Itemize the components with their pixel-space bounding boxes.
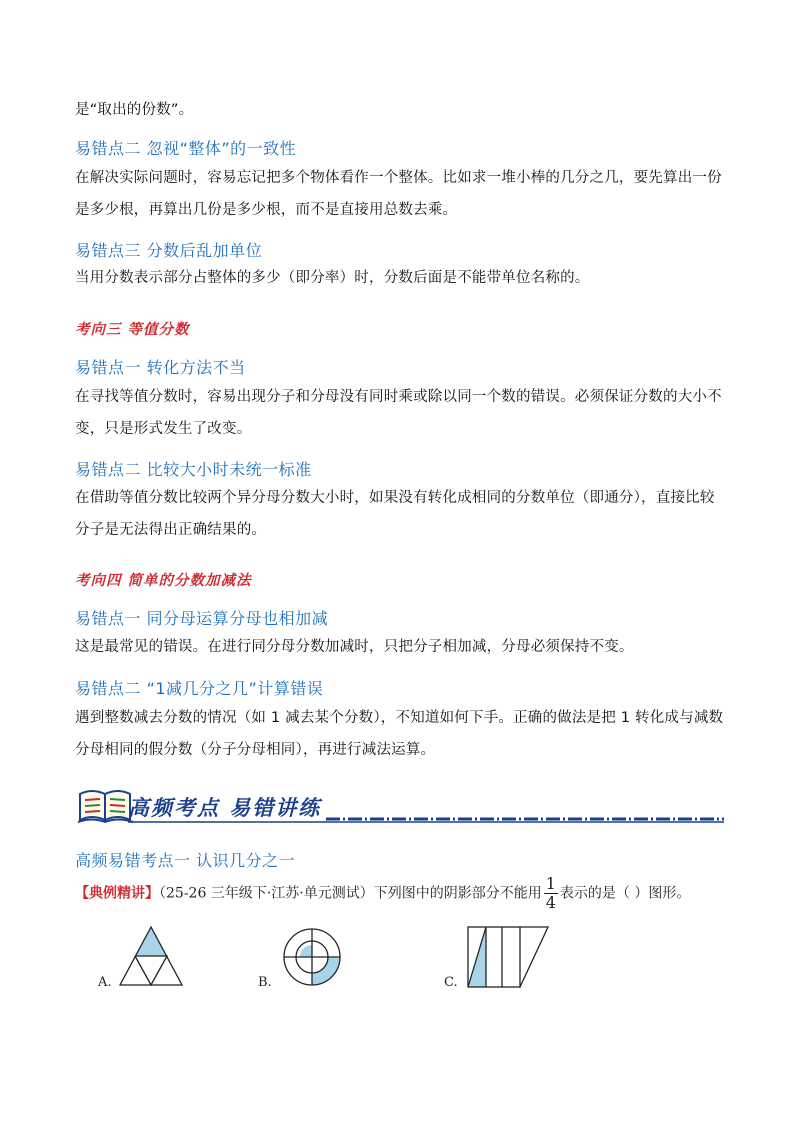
section-title: 考向三 等值分数: [75, 321, 190, 338]
fraction: [544, 876, 558, 911]
paragraph-line: 变，只是形式发生了改变。: [75, 421, 252, 437]
practice-title: 高频易错考点一 认识几分之一: [75, 851, 296, 870]
question-after: 表示的是（ ）图形。: [559, 885, 691, 902]
paragraph-line: 在借助等值分数比较两个异分母分数大小时，如果没有转化成相同的分数单位（即通分），直接比较: [75, 490, 715, 506]
banner-title: 高频考点 易错讲练: [128, 795, 322, 820]
banner-underline: [128, 820, 724, 824]
error-point-title: 易错点二 “1减几分之几”计算错误: [75, 679, 324, 698]
section-banner: [76, 786, 724, 826]
fraction-denominator: 4: [545, 893, 556, 912]
paragraph-line: 当用分数表示部分占整体的多少（即分率）时，分数后面是不能带单位名称的。: [75, 270, 590, 286]
option-c-label: C.: [444, 975, 458, 990]
paragraph-line: 在寻找等值分数时，容易出现分子和分母没有同时乘或除以同一个数的错误。必须保证分数的大小不: [75, 389, 722, 405]
fraction-numerator: 1: [545, 874, 556, 893]
question-text: [75, 876, 735, 911]
error-point-title: 易错点三 分数后乱加单位: [75, 241, 263, 260]
error-point-title: 易错点一 转化方法不当: [75, 358, 246, 377]
error-point-title: 易错点二 忽视“整体”的一致性: [75, 139, 297, 158]
paragraph-line: 在解决实际问题时，容易忘记把多个物体看作一个整体。比如求一堆小棒的几分之几，要先算出一份: [75, 170, 722, 186]
option-a-label: A.: [98, 975, 112, 990]
section-title: 考向四 简单的分数加减法: [75, 572, 252, 589]
paragraph-line: 分母相同的假分数（分子分母相同），再进行减法运算。: [75, 742, 436, 758]
option-b-circle-figure: [280, 925, 344, 989]
question-before: （25-26 三年级下·江苏·单元测试）下列图中的阴影部分不能用: [159, 885, 542, 902]
example-tag: 【典例精讲】: [75, 885, 159, 902]
option-b-label: B.: [258, 975, 272, 990]
paragraph-line: 分子是无法得出正确结果的。: [75, 522, 267, 538]
paragraph-intro: 是“取出的份数”。: [75, 102, 194, 118]
option-c-rectangle-figure: [466, 925, 550, 989]
paragraph-line: 遇到整数减去分数的情况（如 1 减去某个分数），不知道如何下手。正确的做法是把 1 转化成与减数: [75, 710, 724, 726]
paragraph-line: 是多少根，再算出几份是多少根，而不是直接用总数去乘。: [75, 202, 458, 218]
book-icon: [76, 786, 136, 826]
paragraph-line: 这是最常见的错误。在进行同分母分数加减时，只把分子相加减，分母必须保持不变。: [75, 639, 634, 655]
error-point-title: 易错点二 比较大小时未统一标准: [75, 460, 312, 479]
error-point-title: 易错点一 同分母运算分母也相加减: [75, 609, 329, 628]
option-a-triangle-figure: [118, 925, 184, 987]
